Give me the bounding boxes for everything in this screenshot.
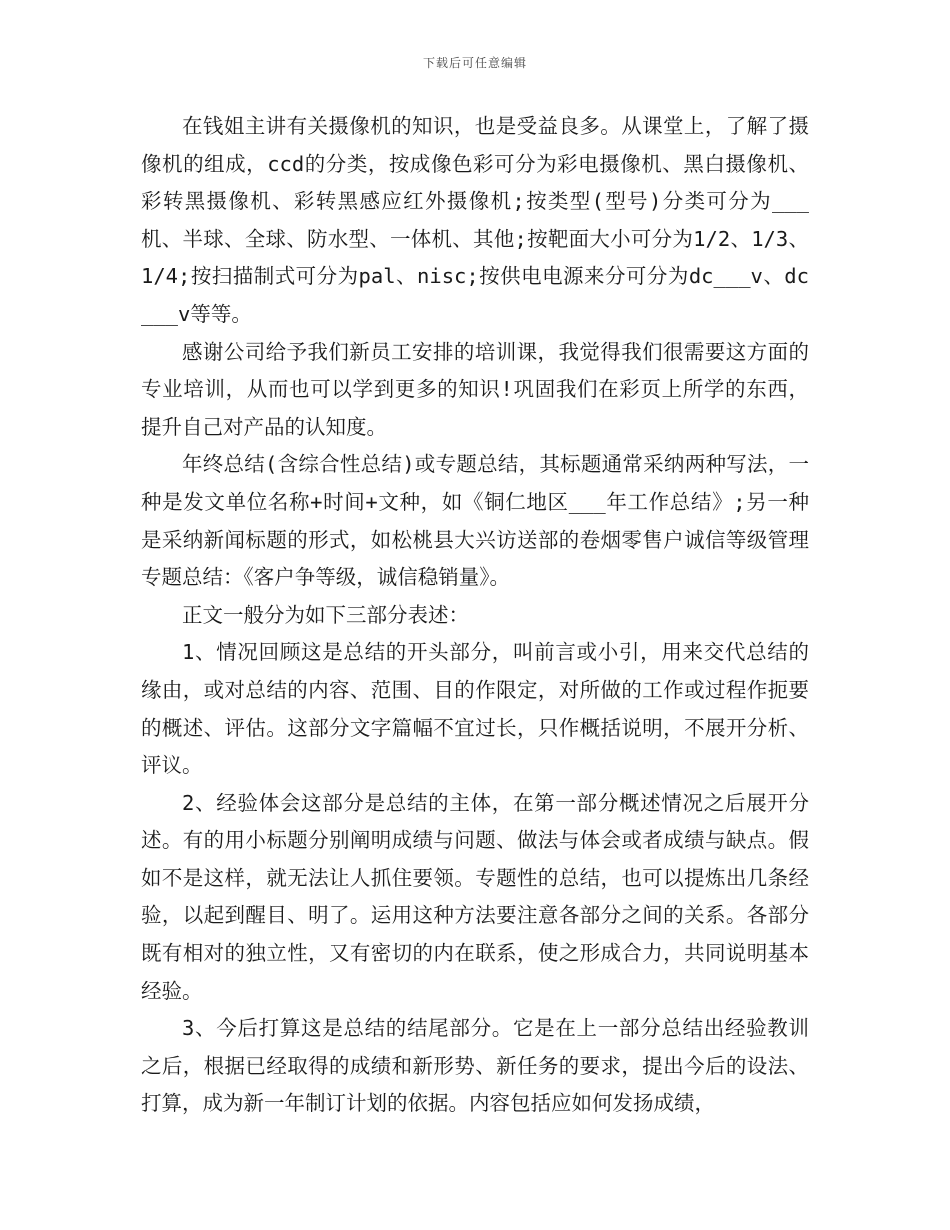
document-body bbox=[141, 108, 809, 1123]
paragraph-training-thanks: 感谢公司给予我们新员工安排的培训课，我觉得我们很需要这方面的专业培训，从而也可以学到更多的知识!巩固我们在彩页上所学的东西，提升自己对产品的认知度。 bbox=[141, 339, 809, 439]
paragraph-camera-knowledge: 在钱姐主讲有关摄像机的知识，也是受益良多。从课堂上，了解了摄像机的组成，ccd的分类，按成像色彩可分为彩电摄像机、黑白摄像机、彩转黑摄像机、彩转黑感应红外摄像机;按类型(型号)分类可分为___机、半球、全球、防水型、一体机、其他;按靶面大小可分为1/2、1/3、1/4;按扫描制式可分为pal、nisc;按供电电源来分可分为dc___v、dc___v等等。 bbox=[141, 114, 809, 326]
paragraph-review: 1、情况回顾这是总结的开头部分，叫前言或小引，用来交代总结的缘由，或对总结的内容、范围、目的作限定，对所做的工作或过程作扼要的概述、评估。这部分文字篇幅不宜过长，只作概括说明，不展开分析、评议。 bbox=[141, 640, 809, 778]
paragraph-body-intro: 正文一般分为如下三部分表述： bbox=[182, 602, 469, 627]
paragraph-summary-title: 年终总结(含综合性总结)或专题总结，其标题通常采纳两种写法，一种是发文单位名称+时间+文种，如《铜仁地区___年工作总结》;另一种是采纳新闻标题的形式，如松桃县大兴访送部的卷烟零售户诚信等级管理专题总结：《客户争等级，诚信稳销量》。 bbox=[141, 452, 809, 590]
paragraph-experience: 2、经验体会这部分是总结的主体，在第一部分概述情况之后展开分述。有的用小标题分别阐明成绩与问题、做法与体会或者成绩与缺点。假如不是这样，就无法让人抓住要领。专题性的总结，也可以提炼出几条经验，以起到醒目、明了。运用这种方法要注意各部分之间的关系。各部分既有相对的独立性，又有密切的内在联系，使之形成合力，共同说明基本经验。 bbox=[141, 790, 809, 1003]
page-header-note: 下载后可任意编辑 bbox=[422, 56, 527, 70]
paragraph-future-plans: 3、今后打算这是总结的结尾部分。它是在上一部分总结出经验教训之后，根据已经取得的成绩和新形势、新任务的要求，提出今后的设法、打算，成为新一年制订计划的依据。内容包括应如何发扬成绩， bbox=[141, 1016, 809, 1116]
